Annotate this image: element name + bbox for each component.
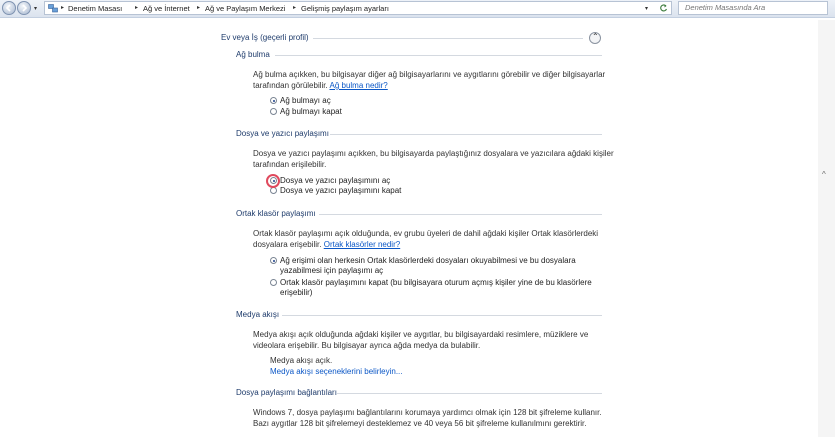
network-discovery-off-radio[interactable] [270,108,277,115]
breadcrumb-separator: ▸ [61,5,65,11]
network-discovery-description: Ağ bulma açıkken, bu bilgisayar diğer ağ bilgisayarlarını ve aygıtlarını görebilir ve diğer bilgisayarlar tarafından görülebilir. Ağ bulma nedir? [253,70,606,90]
public-folder-description: Ortak klasör paylaşımı açık olduğunda, ev grubu üyeleri de dahil ağdaki kişiler Ortak klasörlerdeki dosyalara erişebilir. Ortak klasörler nedir? [253,229,599,249]
forward-button[interactable] [17,1,31,15]
divider [330,134,602,135]
address-bar[interactable] [44,1,672,15]
public-folder-off-label[interactable]: Ortak klasör paylaşımını kapat (bu bilgisayara oturum açmış kişiler yine de bu klasörlere erişebilir) [280,278,592,297]
section-file-sharing-connections: Dosya paylaşımı bağlantıları [236,388,337,397]
section-media-streaming: Medya akışı [236,310,280,319]
network-icon [48,4,58,13]
connections-description: Windows 7, dosya paylaşımı bağlantılarını korumaya yardımcı olmak için 128 bit şifreleme kullanır. Bazı aygıtlar 128 bit şifrelemeyi desteklemez ve 40 veya 56 bit şifreleme kullanılmını gerektirir. [253,408,602,428]
collapse-icon: ⌃ [592,32,599,41]
history-dropdown-icon[interactable]: ▾ [34,6,38,12]
network-discovery-on-radio[interactable] [270,97,277,104]
file-printer-on-label[interactable]: Dosya ve yazıcı paylaşımını aç [280,176,391,185]
profile-title: Ev veya İş (geçerli profil) [221,33,309,42]
breadcrumb-control-panel[interactable]: Denetim Masası [68,4,123,13]
media-options-link[interactable]: Medya akışı seçeneklerini belirleyin... [270,367,403,376]
vertical-scrollbar[interactable] [818,20,835,437]
file-printer-off-radio[interactable] [270,187,277,194]
network-discovery-help-link[interactable]: Ağ bulma nedir? [329,81,388,90]
public-folder-help-link[interactable]: Ortak klasörler nedir? [323,240,401,249]
back-icon [5,4,13,12]
refresh-icon[interactable] [659,4,668,13]
network-discovery-on-label[interactable]: Ağ bulmayı aç [280,96,331,105]
search-box[interactable] [678,1,828,15]
section-network-discovery: Ağ bulma [236,50,270,59]
breadcrumb-advanced-sharing[interactable]: Gelişmiş paylaşım ayarları [301,4,389,13]
public-folder-on-label[interactable]: Ağ erişimi olan herkesin Ortak klasörlerdeki dosyaları okuyabilmesi ve bu dosyalara yazabilmesi için paylaşımı aç [280,256,576,275]
section-file-printer-sharing: Dosya ve yazıcı paylaşımı [236,129,329,138]
public-folder-on-radio[interactable] [270,257,277,264]
divider [319,214,602,215]
media-description: Medya akışı açık olduğunda ağdaki kişiler ve aygıtlar, bu bilgisayardaki resimlere, müziklere ve videolara erişebilir. Bu bilgisayar ayrıca ağda medya da bulabilir. [253,330,589,350]
breadcrumb-network-internet[interactable]: Ağ ve İnternet [143,4,190,13]
scroll-up-icon[interactable]: ^ [822,170,826,179]
divider [282,315,602,316]
address-toolbar [0,0,835,18]
divider [337,393,602,394]
forward-icon [20,4,28,12]
file-printer-description: Dosya ve yazıcı paylaşımı açıkken, bu bilgisayarda paylaştığınız dosyalara ve yazıcılara ağdaki kişiler tarafından erişilebilir. [253,149,614,169]
public-folder-off-radio[interactable] [270,279,277,286]
breadcrumb-separator: ▸ [293,5,297,11]
breadcrumb-network-sharing-center[interactable]: Ağ ve Paylaşım Merkezi [205,4,286,13]
media-status: Medya akışı açık. [270,356,333,365]
search-input[interactable] [685,2,795,14]
breadcrumb-separator: ▸ [197,5,201,11]
file-printer-off-label[interactable]: Dosya ve yazıcı paylaşımını kapat [280,186,402,195]
address-dropdown-icon[interactable]: ▾ [645,6,649,12]
divider [275,55,602,56]
collapse-button[interactable] [589,32,601,44]
section-public-folder-sharing: Ortak klasör paylaşımı [236,209,316,218]
click-highlight [266,174,280,188]
back-button[interactable] [2,1,16,15]
breadcrumb-separator: ▸ [135,5,139,11]
divider [313,38,583,39]
network-discovery-off-label[interactable]: Ağ bulmayı kapat [280,107,342,116]
